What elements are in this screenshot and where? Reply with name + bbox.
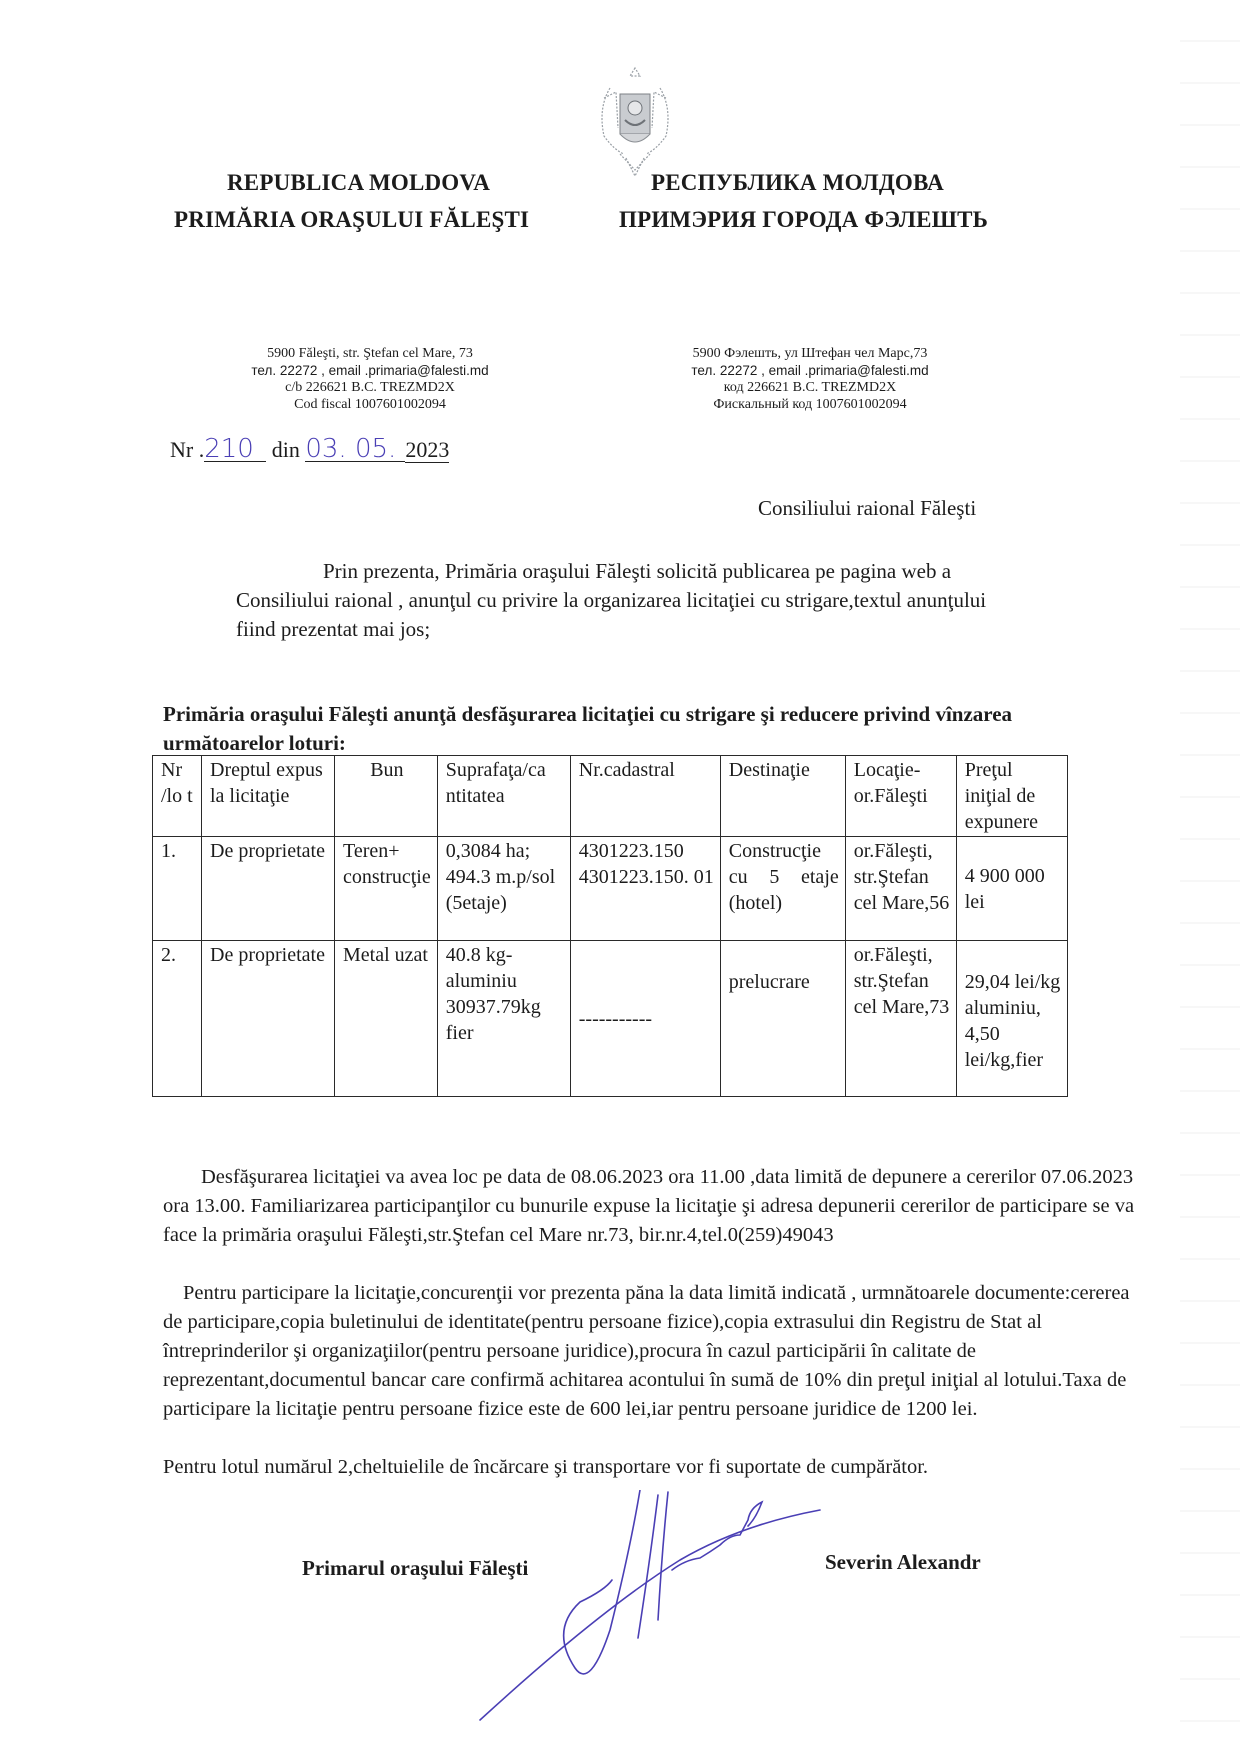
address-block-ru [660, 345, 960, 413]
cell-pret: 29,04 lei/kg aluminiu, 4,50 lei/kg,fier [956, 941, 1067, 1097]
cell-destinatie: Construcţie cu 5 etaje (hotel) [720, 837, 845, 941]
phone-email-line: тел. 22272 , email .primaria@falesti.md [691, 363, 929, 378]
cell-cadastral: ----------- [570, 941, 720, 1097]
cell-nr: 2. [153, 941, 202, 1097]
address-line: 5900 Фэлешть, ул Штефан чел Марс,73 [692, 346, 928, 361]
fiscal-code-line: Cod fiscal 1007601002094 [294, 397, 446, 412]
nr-label: Nr . [170, 437, 205, 462]
din-label: din [271, 437, 300, 462]
lot2-costs-note: Pentru lotul numărul 2,cheltuielile de încărcare şi transportare vor fi suportate de cumpărător. [163, 1456, 929, 1478]
cell-locatie: or.Făleşti, str.Ştefan cel Mare,56 [845, 837, 956, 941]
table-row [153, 941, 1068, 1097]
document-reference [170, 434, 450, 464]
cell-bun: Metal uzat [335, 941, 438, 1097]
mayor-title: Primarul oraşului Făleşti [302, 1556, 529, 1580]
auction-details-paragraph: Desfăşurarea licitaţiei va avea loc pe data de 08.06.2023 ora 11.00 ,data limită de depunere a cererilor 07.06.2023 ora 13.00. Familiarizarea participanţilor cu bunurile expuse la licitaţie şi adresa depunerii cererilor de participare se va face la primăria oraşului Făleşti,str.Ştefan cel Mare nr.73, bir.nr.4,tel.0(259)49043 [163, 1166, 1135, 1246]
table-header-row [153, 756, 1068, 837]
cell-cadastral: 4301223.150 4301223.150. 01 [570, 837, 720, 941]
cell-drept: De proprietate [202, 941, 335, 1097]
address-line: 5900 Făleşti, str. Ştefan cel Mare, 73 [267, 346, 473, 361]
participation-requirements-paragraph: Pentru participare la licitaţie,concurenţii vor prezenta păna la data limită indicată , urmnătoarele documente:cererea de participare,copia buletinului de identitate(pentru persoane fizice),copia extrasului din Registru de Stat al întreprinderilor şi organizaţiilor(pentru persoane juridice),procura în cazul participării în calitate de reprezentant,documentul bancar care confirmă achitarea acontului în sumă de 10% din preţul iniţial al lotului.Taxa de participare la licitaţie pentru persoane fizice este de 600 lei,iar pentru persoane juridice de 1200 lei. [163, 1282, 1130, 1420]
table-row [153, 837, 1068, 941]
bank-account-line: код 226621 B.C. TREZMD2X [723, 380, 897, 395]
header-suprafata: Suprafaţa/ca ntitatea [437, 756, 570, 837]
cell-suprafata: 0,3084 ha; 494.3 m.p/sol (5etaje) [437, 837, 570, 941]
header-cadastral: Nr.cadastral [570, 756, 720, 837]
date-year: 2023 [405, 437, 450, 462]
cell-drept: De proprietate [202, 837, 335, 941]
cell-destinatie: prelucrare [720, 941, 845, 1097]
header-institution-ro: PRIMĂRIA ORAŞULUI FĂLEŞTI [174, 207, 530, 232]
intro-line-1: Prin prezenta, Primăria oraşului Făleşti solicită publicarea pe pagina web a [323, 559, 952, 583]
phone-email-line: тел. 22272 , email .primaria@falesti.md [251, 363, 489, 378]
cell-nr: 1. [153, 837, 202, 941]
intro-paragraph [163, 557, 1123, 644]
header-bun: Bun [335, 756, 438, 837]
nr-value-handwritten: 210 [204, 437, 266, 462]
header-locatie: Locaţie- or.Făleşti [845, 756, 956, 837]
bank-account-line: c/b 226621 B.C. TREZMD2X [285, 380, 455, 395]
cell-locatie: or.Făleşti, str.Ştefan cel Mare,73 [845, 941, 956, 1097]
header-institution-ru: ПРИМЭРИЯ ГОРОДА ФЭЛЕШТЬ [619, 207, 989, 232]
fiscal-code-line: Фискальный код 1007601002094 [713, 397, 907, 412]
header-pret: Preţul iniţial de expunere [956, 756, 1067, 837]
handwritten-signature [400, 1490, 900, 1740]
cell-suprafata: 40.8 kg-aluminiu 30937.79kg fier [437, 941, 570, 1097]
header-country-ru: РЕСПУБЛИКА МОЛДОВА [651, 170, 944, 195]
date-handwritten: 03. 05. [305, 437, 405, 462]
mayor-name: Severin Alexandr [825, 1550, 981, 1574]
intro-line-2: Consiliului raional , anunţul cu privire la organizarea licitaţiei cu strigare,textul anunţului [236, 588, 987, 612]
intro-line-3: fiind prezentat mai jos; [236, 617, 431, 641]
header-nr: Nr /lo t [153, 756, 202, 837]
address-block-ro [220, 345, 520, 413]
moldova-coat-of-arms-icon [590, 58, 680, 176]
announcement-title: Primăria oraşului Făleşti anunţă desfăşurarea licitaţiei cu strigare şi reducere privind vînzarea următoarelor loturi: [163, 702, 1013, 755]
cell-bun: Teren+ construcţie [335, 837, 438, 941]
header-drept: Dreptul expus la licitaţie [202, 756, 335, 837]
header-destinatie: Destinaţie [720, 756, 845, 837]
scan-edge-noise [1180, 0, 1240, 1754]
header-country-ro: REPUBLICA MOLDOVA [227, 170, 491, 195]
recipient: Consiliului raional Făleşti [758, 496, 977, 520]
cell-pret: 4 900 000 lei [956, 837, 1067, 941]
lots-table [152, 755, 1068, 1097]
